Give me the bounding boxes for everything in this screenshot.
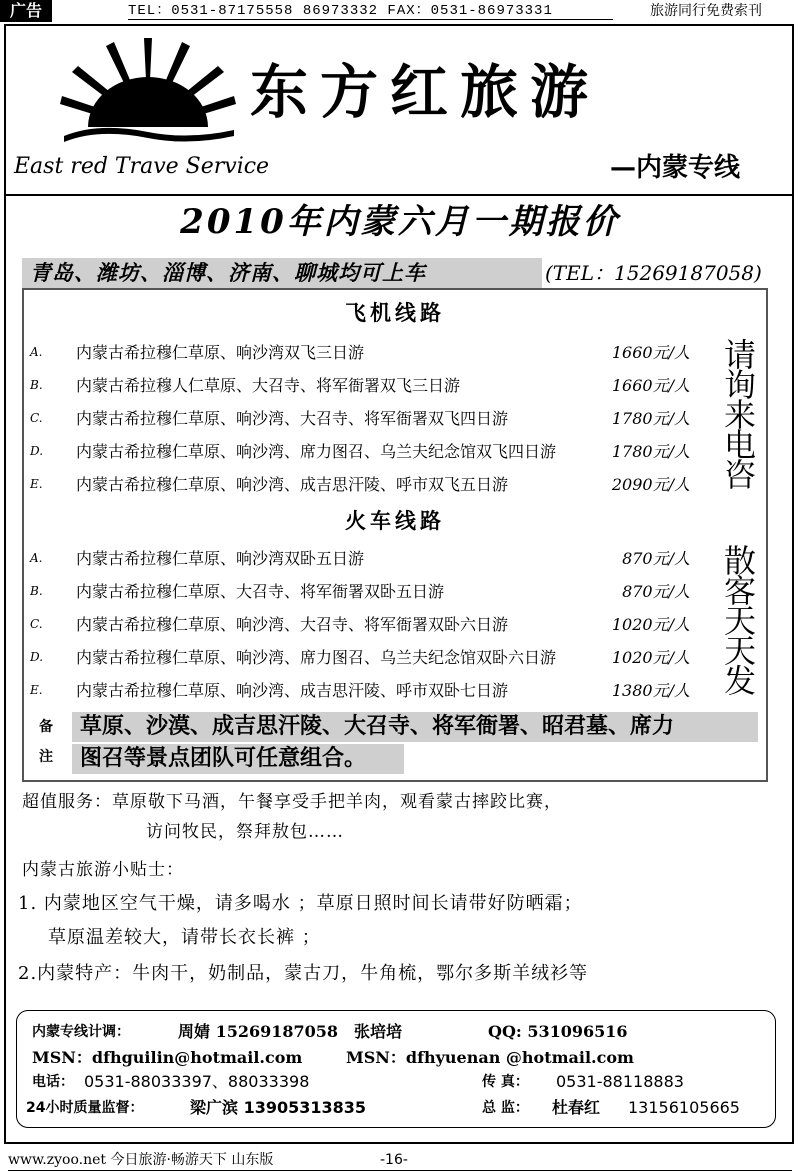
plan-label: 内蒙专线计调： [32,1024,130,1040]
main-title: 2010年内蒙六月一期报价 [180,202,620,242]
tip-item: 草原温差较大，请带长衣长裤 ； [48,927,321,948]
route-letter: B. [30,584,43,598]
tip-item: 2.内蒙特产：牛肉干，奶制品，蒙古刀，牛角梳，鄂尔多斯羊绒衫等 [18,963,589,984]
footer-rule [8,1170,792,1171]
route-name: 内蒙古希拉穆仁草原、大召寺、将军衙署双卧五日游 [76,582,445,601]
tip-item: 1. 内蒙地区空气干燥，请多喝水 ；草原日照时间长请带好防晒霜； [18,893,583,914]
page-number: -16- [380,1152,408,1168]
route-letter: D. [30,444,44,458]
route-price: 1020元/人 [611,648,690,667]
sunrise-logo-icon [58,32,238,154]
route-row [30,369,710,402]
route-name: 内蒙古希拉穆仁草原、响沙湾、成吉思汗陵、呼市双卧七日游 [76,681,509,700]
route-letter: E. [30,477,43,491]
footer-site: www.zyoo.net 今日旅游·畅游天下 山东版 [8,1152,274,1168]
flight-side-note: 请询来电咨 [719,338,757,488]
route-name: 内蒙古希拉穆仁草原、响沙湾双飞三日游 [76,343,365,362]
pickup-cities: 青岛、潍坊、淄博、济南、聊城均可上车 [30,260,426,285]
route-price: 870元/人 [622,582,690,601]
brand-english: East red Trave Service [14,154,270,179]
contact-line: TEL：0531-87175558 86973332 FAX：0531-86973331 [128,3,553,19]
pickup-tel: (TEL：15269187058) [545,261,762,285]
note-line: 草原、沙漠、成吉思汗陵、大召寺、将军衙署、昭君墓、席力 [80,714,675,739]
route-name: 内蒙古希拉穆仁草原、响沙湾、席力图召、乌兰夫纪念馆双卧六日游 [76,648,557,667]
route-price: 1380元/人 [611,681,690,700]
msn-2: MSN：dfhyuenan @hotmail.com [346,1048,634,1067]
route-price: 870元/人 [622,549,690,568]
route-letter: C. [30,411,43,425]
route-name: 内蒙古希拉穆仁草原、响沙湾、大召寺、将军衙署双卧六日游 [76,615,509,634]
line-title: —内蒙专线 [610,153,741,183]
route-row [30,674,710,707]
ad-tag: 广告 [0,0,52,22]
route-row [30,641,710,674]
note-label-1: 备 [39,719,53,735]
route-letter: C. [30,617,43,631]
route-price: 1660元/人 [611,343,690,362]
train-section-title: 火车线路 [345,508,445,533]
train-side-note: 散客天天发 [719,544,757,694]
route-letter: D. [30,650,44,664]
route-row [30,575,710,608]
route-letter: B. [30,378,43,392]
route-price: 1780元/人 [611,442,690,461]
route-name: 内蒙古希拉穆仁草原、响沙湾、大召寺、将军衙署双飞四日游 [76,409,509,428]
topbar-rule [128,19,613,20]
route-price: 1780元/人 [611,409,690,428]
route-price: 1660元/人 [611,376,690,395]
supervise-label: 24小时质量监督： [26,1100,144,1116]
tips-title: 内蒙古旅游小贴士： [22,860,184,880]
route-name: 内蒙古希拉穆人仁草原、大召寺、将军衙署双飞三日游 [76,376,461,395]
route-name: 内蒙古希拉穆仁草原、响沙湾、成吉思汗陵、呼市双飞五日游 [76,475,509,494]
route-row [30,608,710,641]
route-row [30,542,710,575]
route-price: 1020元/人 [611,615,690,634]
fax-label: 传 真： [482,1074,529,1090]
fax-number: 0531-88118883 [556,1072,684,1091]
route-row [30,468,710,501]
planner-2: 张培培 [354,1022,403,1041]
route-name: 内蒙古希拉穆仁草原、响沙湾双卧五日游 [76,549,365,568]
route-row [30,402,710,435]
planner-1: 周婧 15269187058 [178,1022,339,1041]
director-label: 总 监： [482,1100,529,1116]
supervisor: 梁广滨 13905313835 [190,1098,367,1117]
note-line: 图召等景点团队可任意组合。 [80,746,367,771]
director-name: 杜春红 [552,1098,601,1117]
route-name: 内蒙古希拉穆仁草原、响沙湾、席力图召、乌兰夫纪念馆双飞四日游 [76,442,557,461]
route-price: 2090元/人 [611,475,690,494]
issue-note: 旅游同行免费索刊 [650,3,762,19]
route-letter: A. [30,551,43,565]
msn-1: MSN：dfhguilin@hotmail.com [32,1048,303,1067]
services-line: 超值服务：草原敬下马酒，午餐享受手把羊肉，观看蒙古摔跤比赛， [22,792,562,812]
director-phone: 13156105665 [628,1098,740,1117]
note-label [32,712,60,772]
route-row [30,435,710,468]
flight-section-title: 飞机线路 [345,300,445,325]
route-row [30,336,710,369]
brand-name: 东方红旅游 [250,58,601,126]
qq-number: QQ: 531096516 [488,1022,628,1041]
note-label-2: 注 [39,749,53,765]
route-letter: A. [30,345,43,359]
route-letter: E. [30,683,43,697]
phone-number: 0531-88033397、88033398 [84,1072,310,1091]
phone-label: 电话： [32,1074,74,1090]
services-line: 访问牧民，祭拜敖包…… [146,822,344,842]
